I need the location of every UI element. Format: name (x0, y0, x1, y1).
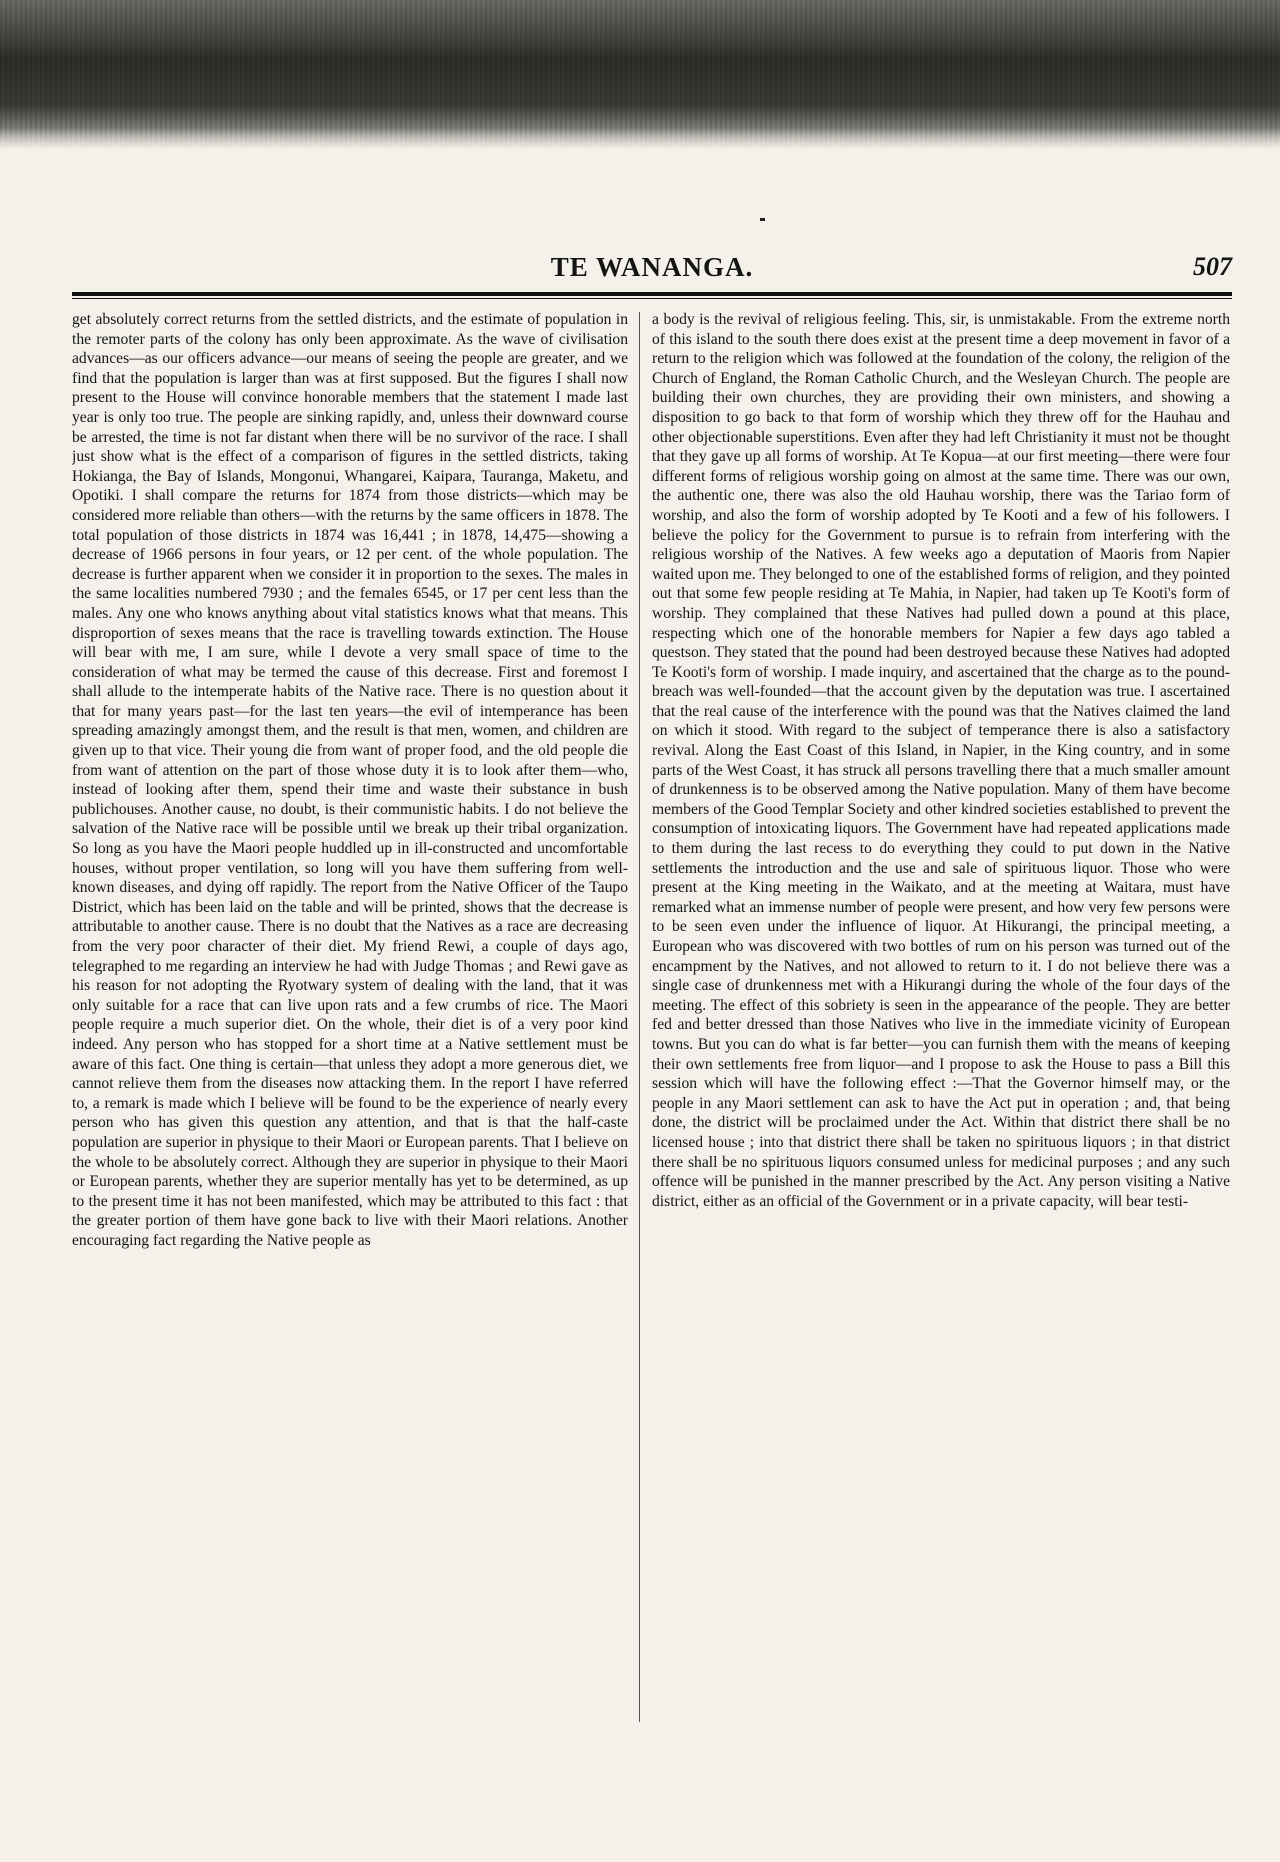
column-right-text: a body is the revival of religious feeling. This, sir, is unmistakable. From the extreme north of this island to the south there does exist at the present time a deep movement in favor of a return to the religion which was followed at the foundation of the colony, the religion of the Church of England, the Roman Catholic Church, and the Wesleyan Church. The people are building their own churches, they are providing their own ministers, and showing a disposition to go back to that form of worship which they threw off for the Hauhau and other objectionable superstitions. Even after they had left Christianity it must not be thought that they gave up all forms of worship. At Te Kopua—at our first meeting—there were four different forms of religious worship going on almost at the same time. There was our own, the authentic one, there was also the old Hauhau worship, there was the Tariao form of worship, and also the form of worship adopted by Te Kooti and a few of his followers. I believe the policy for the Government to pursue is to refrain from interfering with the religious worship of the Natives. A few weeks ago a deputation of Maoris from Napier waited upon me. They belonged to one of the established forms of religion, and they pointed out that some few people residing at Te Mahia, in Napier, had taken up Te Kooti's form of worship. They complained that these Natives had pulled down a pound at this place, respecting which one of the honorable members for Napier a few days ago tabled a questson. They stated that the pound had been destroyed because these Natives had adopted Te Kooti's form of worship. I made inquiry, and ascertained that the charge as to the pound-breach was well-founded—that the account given by the deputation was true. I ascertained that the real cause of the interference with the pound was that the Natives claimed the land on which it stood. With regard to the subject of temperance there is also a satisfactory revival. Along the East Coast of this Island, in Napier, in the King country, and in some parts of the West Coast, it has struck all persons travelling there that a much smaller amount of drunkenness is to be observed among the Native population. Many of them have become members of the Good Templar Society and other kindred societies established to prevent the consumption of intoxicating liquors. The Government have had repeated applications made to them during the last recess to do everything they could to put down in the Native settlements the introduction and the use and sale of spirituous liquor. Those who were present at the King meeting in the Waikato, and at the meeting at Waitara, must have remarked what an immense number of people were present, and how very few persons were to be seen even under the influence of liquor. At Hikurangi, the principal meeting, a European who was discovered with two bottles of rum on his person was turned out of the encampment by the Natives, and not allowed to return to it. I do not believe there was a single case of drunkenness met with a Hikurangi during the whole of the four days of the meeting. The effect of this sobriety is seen in the appearance of the people. They are better fed and better dressed than those Natives who live in the immediate vicinity of European towns. But you can do what is far better—you can furnish them with the means of keeping their own settlements free from liquor—and I propose to ask the House to pass a Bill this session which will have the following effect :—That the Governor himself may, or the people in any Maori settlement can ask to have the Act put in operation ; and, that being done, the district will be proclaimed under the Act. Within that district there shall be no licensed house ; into that district there shall be taken no spirituous liquors ; in that district there shall be no spirituous liquors consumed unless for medicinal purposes ; and any such offence will be punished in the manner prescribed by the Act. Any person visiting a Native district, either as an official of the Government or in a private capacity, will bear testi- (652, 311, 1230, 1210)
header-rule-thin (72, 298, 1232, 299)
ink-speck (760, 218, 765, 221)
page-header (72, 250, 1232, 290)
column-divider (639, 312, 640, 1722)
scan-edge-artifact (0, 0, 1280, 150)
text-column-left (72, 310, 628, 1725)
header-rule (72, 292, 1232, 296)
running-title: TE WANANGA. (550, 252, 754, 282)
text-column-right (652, 310, 1230, 1725)
page-number: 507 (1193, 252, 1232, 281)
column-left-text: get absolutely correct returns from the settled districts, and the estimate of population in the remoter parts of the colony has only been approximate. As the wave of civilisation advances—as our officers advance—our means of seeing the people are greater, and we find that the population is larger than was at first supposed. But the figures I shall now present to the House will convince honorable members that the statement I made last year is only too true. The people are sinking rapidly, and, unless their downward course be arrested, the time is not far distant when there will be no survivor of the race. I shall just show what is the effect of a comparison of figures in the settled districts, taking Hokianga, the Bay of Islands, Mongonui, Whangarei, Kaipara, Tauranga, Maketu, and Opotiki. I shall compare the returns for 1874 from those districts—which may be considered more reliable than others—with the returns by the same officers in 1878. The total population of those districts in 1874 was 16,441 ; in 1878, 14,475—showing a decrease of 1966 persons in four years, or 12 per cent. of the whole population. The decrease is further apparent when we consider it in proportion to the sexes. The males in the same localities numbered 7930 ; and the females 6545, or 17 per cent less than the males. Any one who knows anything about vital statistics knows what that means. This disproportion of sexes means that the race is travelling towards extinction. The House will bear with me, I am sure, while I devote a very small space of time to the consideration of what may be termed the cause of this decrease. First and foremost I shall allude to the intemperate habits of the Native race. There is no question about it that for many years past—for the last ten years—the evil of intemperance has been spreading amazingly amongst them, and the result is that men, women, and children are given up to that vice. Their young die from want of proper food, and the old people die from want of attention on the part of those whose duty it is to look after them—who, instead of looking after them, spend their time and waste their substance in bush publichouses. Another cause, no doubt, is their communistic habits. I do not believe the salvation of the Native race will be possible until we break up their tribal organization. So long as you have the Maori people huddled up in ill-constructed and uncomfortable houses, without proper ventilation, so long will you have them suffering from well-known diseases, and dying off rapidly. The report from the Native Officer of the Taupo District, which has been laid on the table and will be printed, shows that the decrease is attributable to another cause. There is no doubt that the Natives as a race are decreasing from the very poor character of their diet. My friend Rewi, a couple of days ago, telegraphed to me regarding an interview he had with Judge Thomas ; and Rewi gave as his reason for not adopting the Ryotwary system of dealing with the land, that it was only suitable for a race that can live upon rats and a few crumbs of rice. The Maori people require a much superior diet. On the whole, their diet is of a very poor kind indeed. Any person who has stopped for a short time at a Native settlement must be aware of this fact. One thing is certain—that unless they adopt a more generous diet, we cannot relieve them from the diseases now attacking them. In the report I have referred to, a remark is made which I believe will be found to be the experience of nearly every person who has given this question any attention, and that is that the half-caste population are superior in physique to their Maori or European parents. That I believe on the whole to be absolutely correct. Although they are superior in physique to their Maori or European parents, whether they are superior mentally has yet to be determined, as up to the present time it has not been manifested, which may be attributed to this fact : that the greater portion of them have gone back to live with their Maori relations. Another encouraging fact regarding the Native people as (72, 311, 628, 1249)
